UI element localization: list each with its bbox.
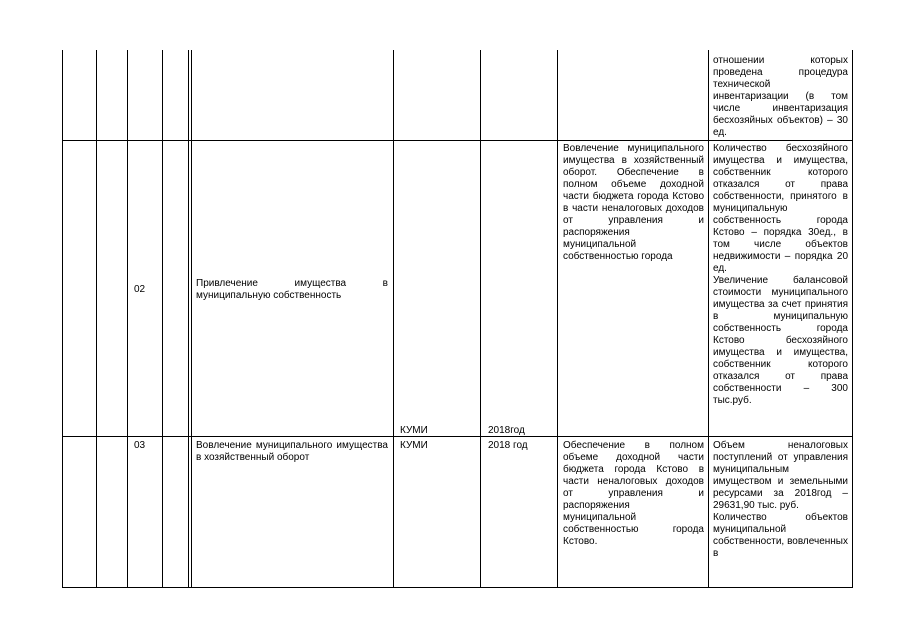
row-2-result-cell: Вовлечение муниципального имущества в хозяйственный оборот. Обеспечение в полном объеме доходной части бюджета города Кстово в части неналоговых доходов от управления и распоряжения муниципальной собственностью города xyxy=(563,143,704,262)
column-divider xyxy=(188,50,189,587)
column-divider xyxy=(557,50,558,587)
column-divider xyxy=(127,50,128,587)
column-divider xyxy=(393,50,394,587)
row-2-indicator-cell: Количество бесхозяйного имущества и имущества, собственник которого отказался от права собственности, принятого в муниципальную собственность города Кстово – порядка 30ед., в том числе объектов недвижимости – порядка 20 ед. Увеличение балансовой стоимости муниципального имущества за счет принятия в муниципальную собственность города Кстово бесхозяйного имущества и имущества, собственник которого отказался от права собственности – 300 тыс.руб. xyxy=(713,143,848,406)
row-2-term-cell: 2018год xyxy=(488,425,525,436)
row-3-number-cell: 03 xyxy=(134,440,146,451)
row-1-indicator-cell: отношении которых проведена процедура технической инвентаризации (в том числе инвентаризация бесхозяйных объектов) – 30 ед. xyxy=(713,55,848,138)
column-divider xyxy=(162,50,163,587)
row-3-name-cell: Вовлечение муниципального имущества в хозяйственный оборот xyxy=(196,440,388,463)
row-3-indicator-cell: Объем неналоговых поступлений от управления муниципальным имуществом и земельными ресурсами за 2018год – 29631,90 тыс. руб. Количество объектов муниципальной собственности, вовлеченных в xyxy=(713,440,848,559)
table-border-right xyxy=(852,50,853,587)
table-border-left xyxy=(62,50,63,587)
row-divider xyxy=(62,140,853,141)
row-3-executor-cell: КУМИ xyxy=(400,440,428,451)
row-3-term-cell: 2018 год xyxy=(488,440,528,451)
column-divider xyxy=(708,50,709,587)
column-divider xyxy=(96,50,97,587)
row-2-executor-cell: КУМИ xyxy=(400,425,428,436)
row-2-number-cell: 02 xyxy=(134,284,146,295)
column-divider xyxy=(191,50,192,587)
row-3-result-cell: Обеспечение в полном объеме доходной части бюджета города Кстово в части неналоговых доходов от управления и распоряжения муниципальной собственностью города Кстово. xyxy=(563,440,704,547)
column-divider xyxy=(480,50,481,587)
table-border-bottom xyxy=(62,587,853,588)
row-2-name-cell: Привлечение имущества в муниципальную собственность xyxy=(196,278,388,301)
